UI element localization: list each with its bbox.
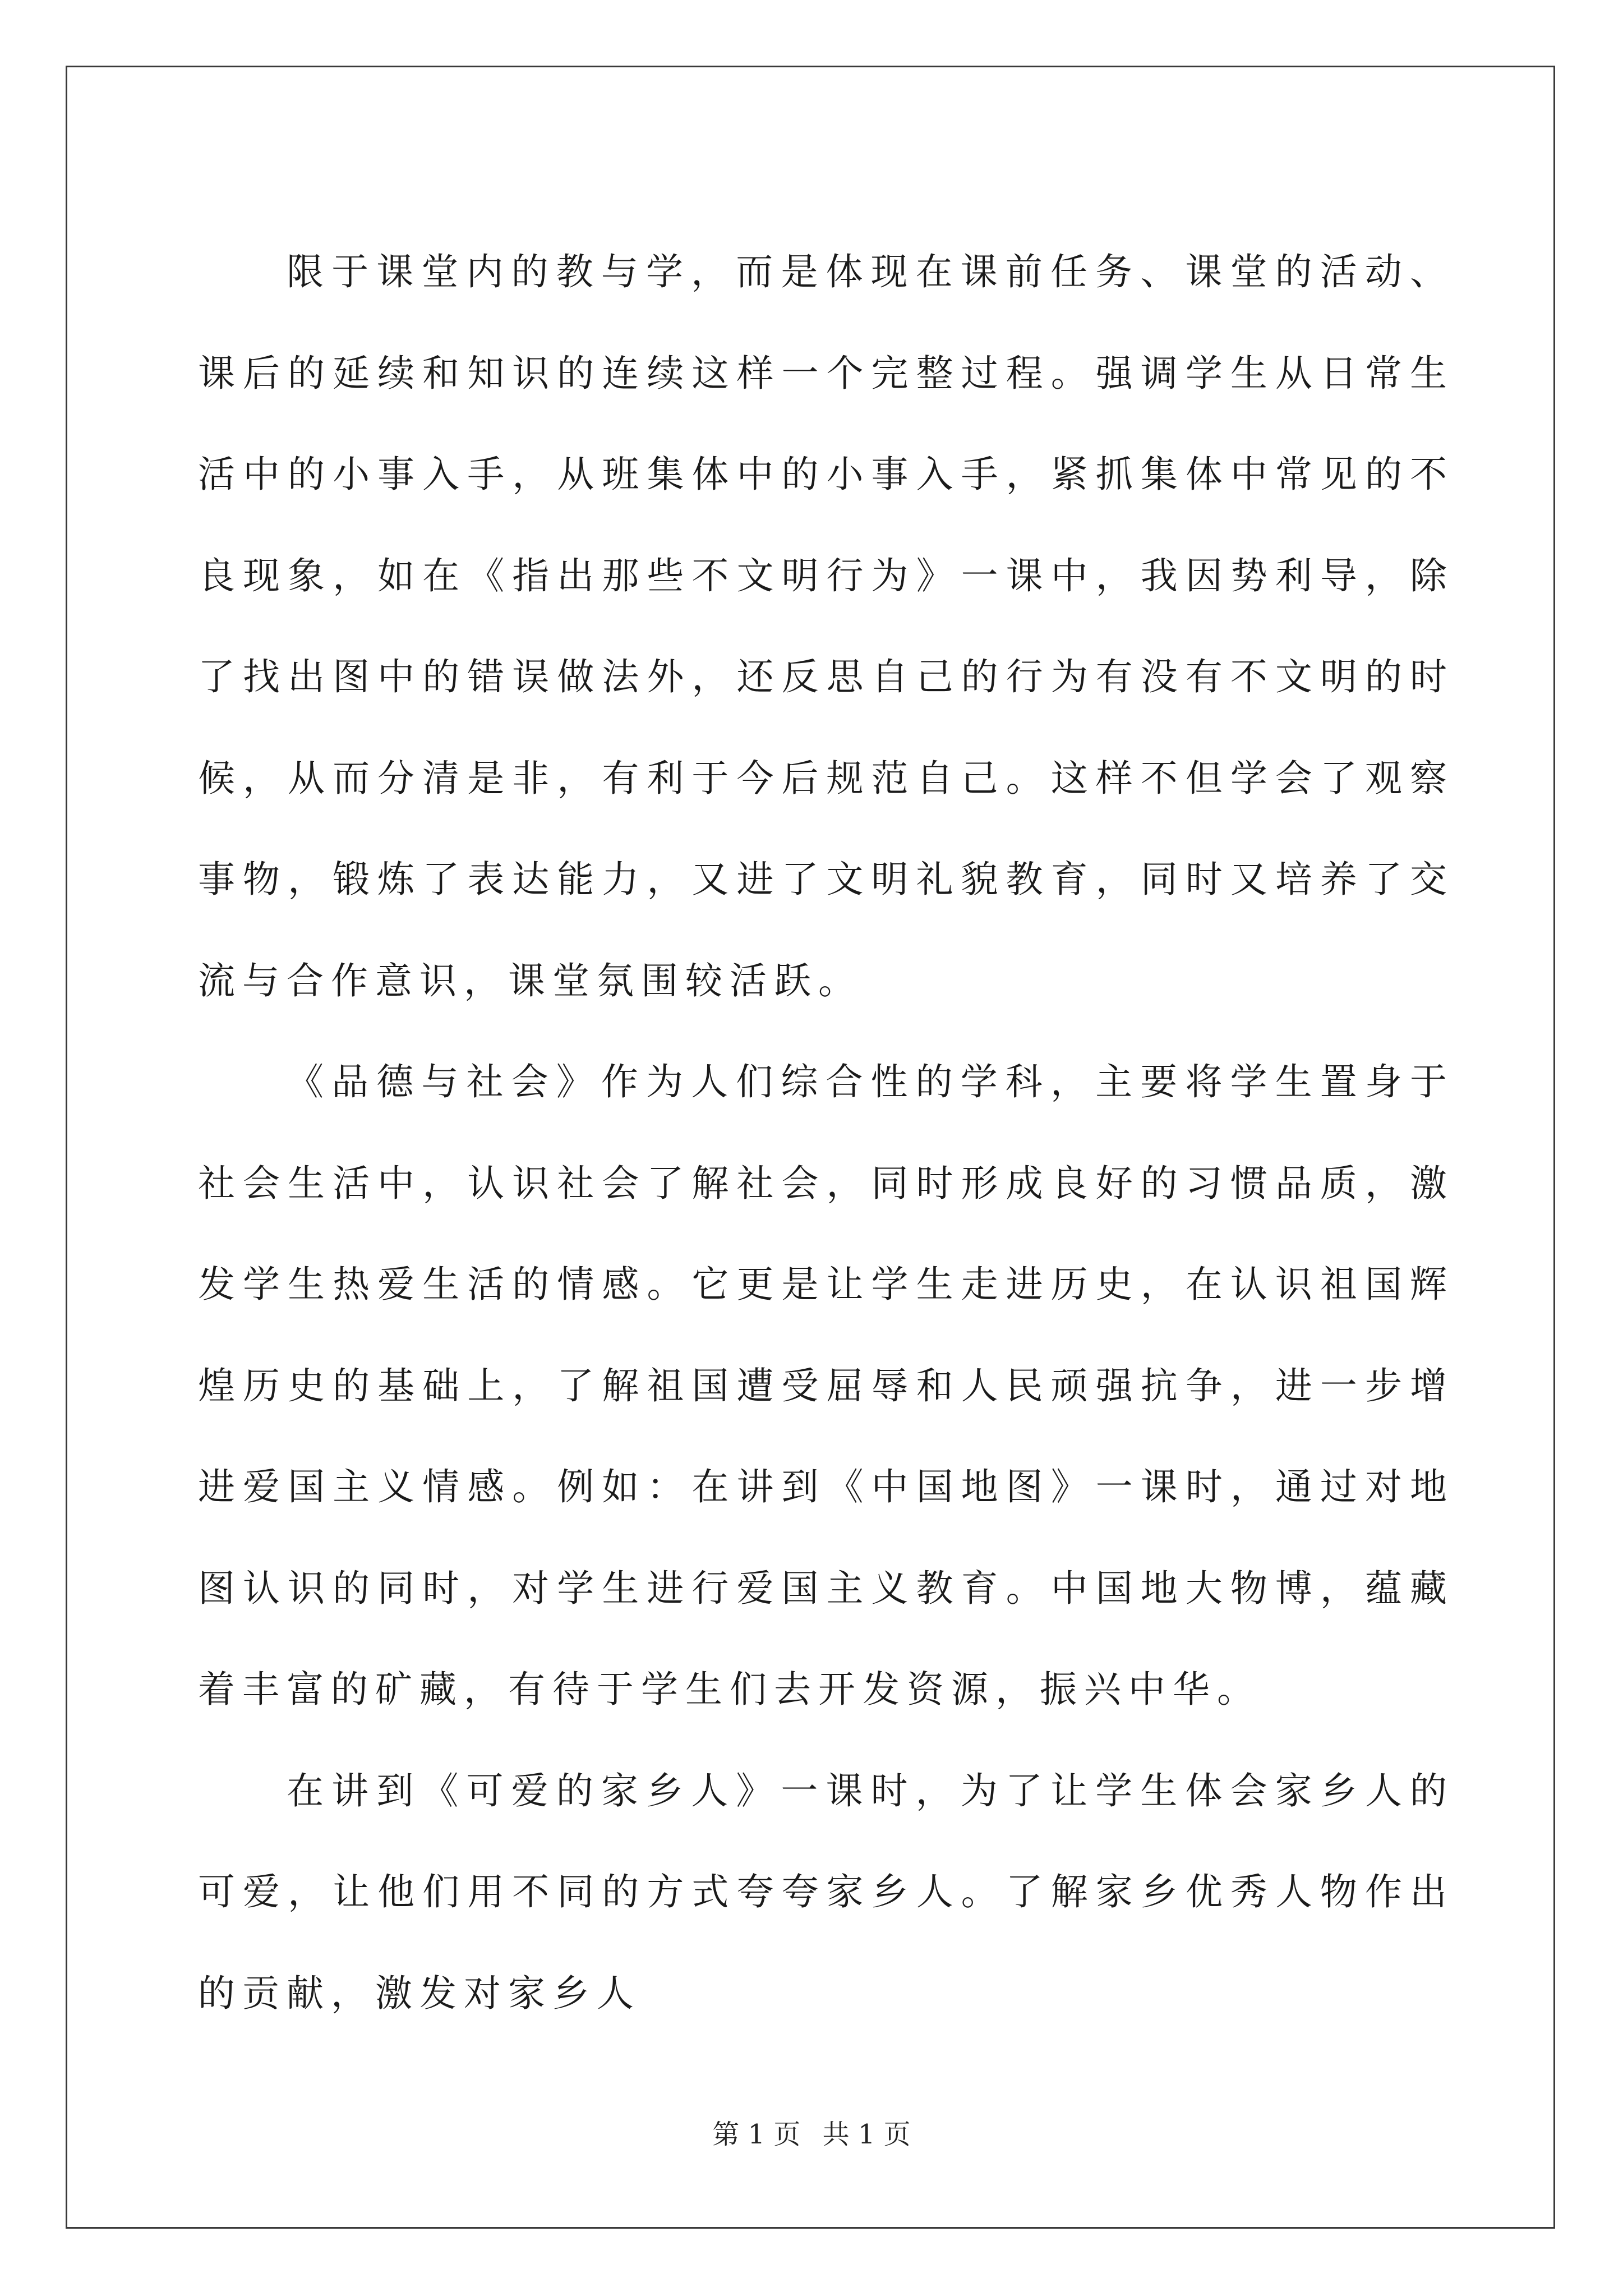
document-body: [198, 222, 1454, 2044]
page-number: 第 1 页: [712, 2119, 801, 2150]
page-footer: [0, 2118, 1623, 2151]
paragraph-3: 在讲到《可爱的家乡人》一课时，为了让学生体会家乡人的可爱，让他们用不同的方式夸夸家乡人。了解家乡优秀人物作出的贡献，激发对家乡人: [198, 1769, 1454, 2015]
paragraph-2: 《品德与社会》作为人们综合性的学科，主要将学生置身于社会生活中，认识社会了解社会，同时形成良好的习惯品质，激发学生热爱生活的情感。它更是让学生走进历史，在认识祖国辉煌历史的基础上，了解祖国遭受屈辱和人民顽强抗争，进一步增进爱国主义情感。例如：在讲到《中国地图》一课时，通过对地图认识的同时，对学生进行爱国主义教育。中国地大物博，蕴藏着丰富的矿藏，有待于学生们去开发资源，振兴中华。: [198, 1060, 1454, 1711]
paragraph-1: 限于课堂内的教与学，而是体现在课前任务、课堂的活动、课后的延续和知识的连续这样一个完整过程。强调学生从日常生活中的小事入手，从班集体中的小事入手，紧抓集体中常见的不良现象，如在《指出那些不文明行为》一课中，我因势利导，除了找出图中的错误做法外，还反思自己的行为有没有不文明的时候，从而分清是非，有利于今后规范自己。这样不但学会了观察事物，锻炼了表达能力，又进了文明礼貌教育，同时又培养了交流与合作意识，课堂氛围较活跃。: [198, 250, 1454, 1002]
page-total: 共 1 页: [822, 2119, 911, 2150]
